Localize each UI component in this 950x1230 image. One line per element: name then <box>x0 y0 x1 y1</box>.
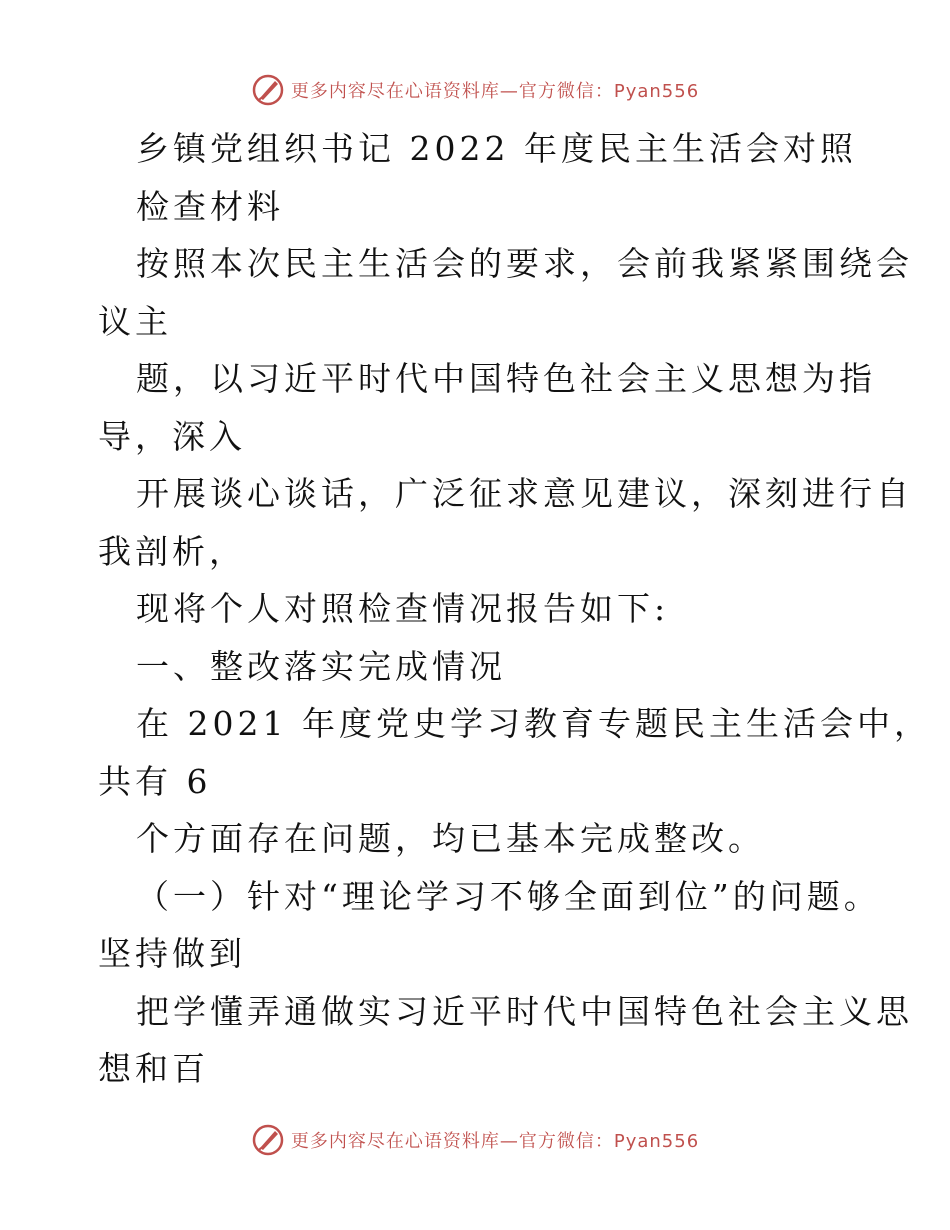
document-title-line-1: 乡镇党组织书记 2022 年度民主生活会对照 <box>136 129 857 168</box>
document-body <box>98 120 931 1098</box>
paragraph-line: 开展谈心谈话，广泛征求意见建议，深刻进行自 <box>136 474 913 513</box>
footer-banner-text: 更多内容尽在心语资料库—官方微信：Pyan556 <box>290 1131 700 1152</box>
paragraph-line: 现将个人对照检查情况报告如下: <box>136 589 670 628</box>
paragraph-line: 共有 6 <box>98 761 212 801</box>
paragraph-line: 坚持做到 <box>98 934 246 973</box>
paragraph-line: 题，以习近平时代中国特色社会主义思想为指 <box>136 359 876 398</box>
paragraph-line: 我剖析， <box>98 531 246 571</box>
paragraph-line: 个方面存在问题，均已基本完成整改。 <box>136 819 765 858</box>
document-title-line-2: 检查材料 <box>136 186 284 226</box>
quill-pen-logo-icon <box>251 1123 285 1157</box>
section-heading: 一、整改落实完成情况 <box>136 646 506 686</box>
header-banner <box>0 70 950 110</box>
header-banner-text: 更多内容尽在心语资料库—官方微信：Pyan556 <box>290 81 700 102</box>
paragraph-line: 在 2021 年度党史学习教育专题民主生活会中， <box>136 704 931 743</box>
paragraph-line: 按照本次民主生活会的要求，会前我紧紧围绕会 <box>136 244 913 283</box>
footer-banner <box>0 1120 950 1160</box>
subsection-heading: （一）针对“理论学习不够全面到位”的问题。 <box>136 876 881 916</box>
quill-pen-logo-icon <box>251 73 285 107</box>
paragraph-line: 想和百 <box>98 1049 209 1088</box>
paragraph-line: 导，深入 <box>98 416 246 456</box>
paragraph-line: 把学懂弄通做实习近平时代中国特色社会主义思 <box>136 991 913 1031</box>
paragraph-line: 议主 <box>98 301 172 341</box>
